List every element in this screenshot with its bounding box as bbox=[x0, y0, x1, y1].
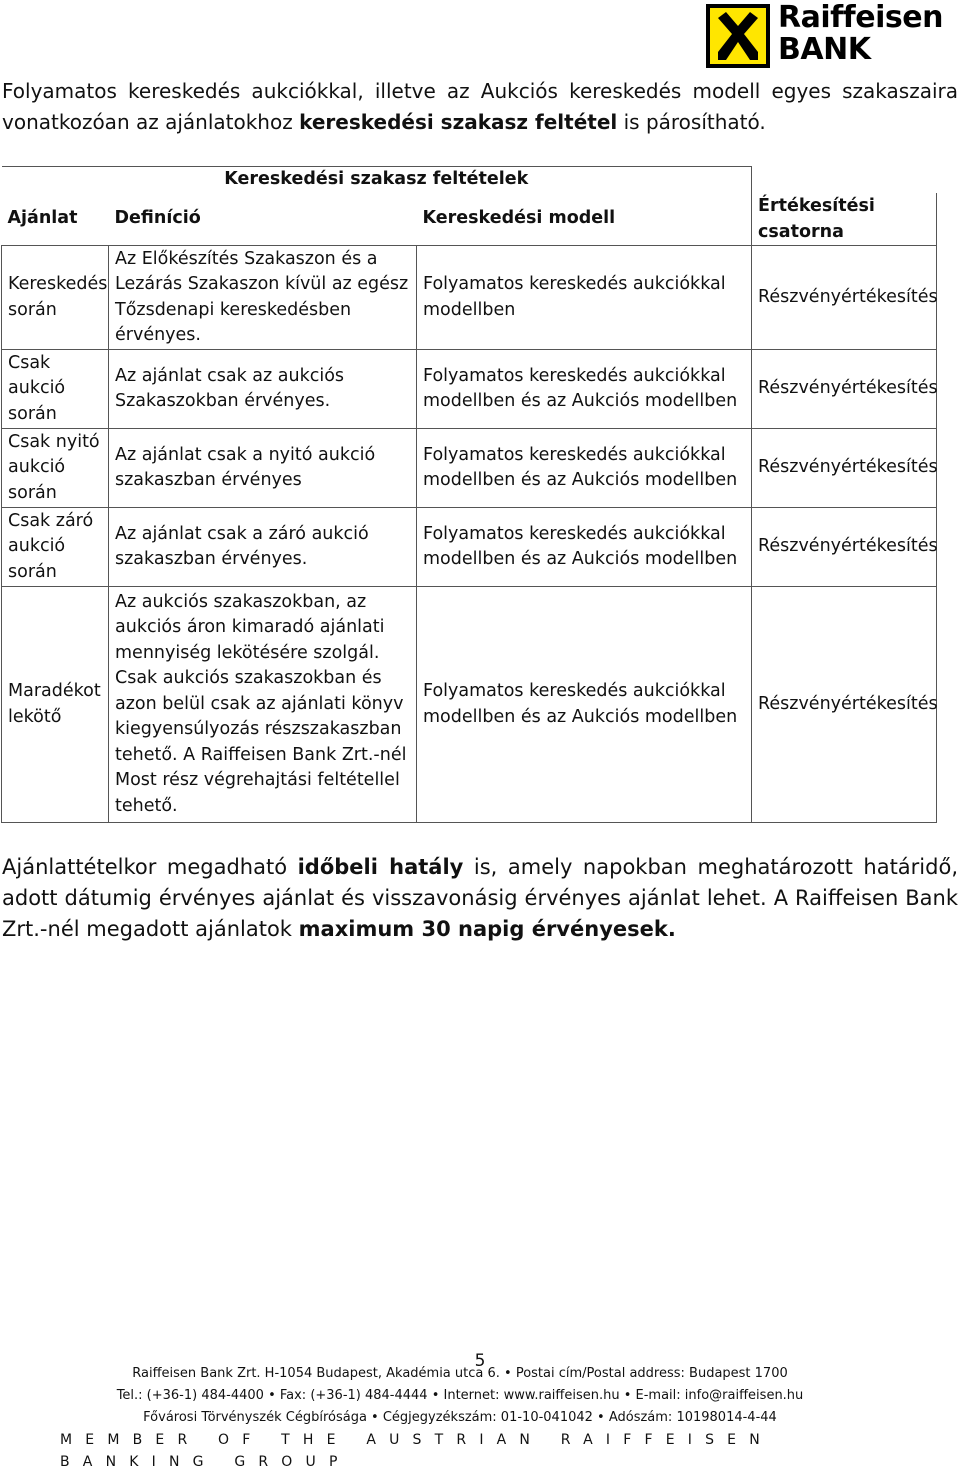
footer-address: Raiffeisen Bank Zrt. H-1054 Budapest, Akadémia utca 6. • Postai cím/Postal address: Budapest 1700 bbox=[132, 1366, 788, 1381]
cell-csatorna: Részvényértékesítés bbox=[752, 587, 937, 823]
raiffeisen-logo bbox=[706, 0, 956, 68]
cell-ajanlat: Csak nyitó aukció során bbox=[2, 429, 109, 508]
footer-registry: Fővárosi Törvényszék Cégbírósága • Cégjegyzékszám: 01-10-041042 • Adószám: 10198014-4-44 bbox=[143, 1410, 777, 1425]
footer-contact: Tel.: (+36-1) 484-4400 • Fax: (+36-1) 484-4444 • Internet: www.raiffeisen.hu • E-mail: info@raiffeisen.hu bbox=[116, 1388, 804, 1403]
header-csatorna: Értékesítési csatorna bbox=[752, 193, 937, 246]
cell-ajanlat: Csak záró aukció során bbox=[2, 508, 109, 587]
cell-ajanlat: Csak aukció során bbox=[2, 350, 109, 429]
table-row bbox=[2, 350, 937, 429]
logo-line2: BANK bbox=[778, 32, 871, 67]
cell-csatorna: Részvényértékesítés bbox=[752, 350, 937, 429]
cell-ajanlat: Kereskedés során bbox=[2, 246, 109, 350]
header-definicio: Definíció bbox=[109, 193, 417, 246]
table-row bbox=[2, 587, 937, 823]
cell-modell: Folyamatos kereskedés aukciókkal modellben és az Aukciós modellben bbox=[417, 587, 752, 823]
page-number: 5 bbox=[474, 1351, 486, 1371]
cell-modell: Folyamatos kereskedés aukciókkal modellben és az Aukciós modellben bbox=[417, 429, 752, 508]
intro-bold: kereskedési szakasz feltétel bbox=[299, 110, 618, 134]
header-ajanlat: Ajánlat bbox=[2, 193, 109, 246]
cell-modell: Folyamatos kereskedés aukciókkal modellben bbox=[417, 246, 752, 350]
logo-line1: Raiffeisen bbox=[778, 0, 943, 35]
gable-cross-icon bbox=[706, 4, 770, 68]
intro-paragraph bbox=[2, 76, 958, 138]
conditions-table bbox=[1, 166, 937, 823]
cell-definicio: Az ajánlat csak az aukciós Szakaszokban érvényes. bbox=[109, 350, 417, 429]
cell-csatorna: Részvényértékesítés bbox=[752, 508, 937, 587]
table-caption: Kereskedési szakasz feltételek bbox=[2, 167, 752, 194]
table-row bbox=[2, 508, 937, 587]
cell-definicio: Az ajánlat csak a nyitó aukció szakaszban érvényes bbox=[109, 429, 417, 508]
intro-text-2: is párosítható. bbox=[617, 110, 766, 134]
cell-csatorna: Részvényértékesítés bbox=[752, 246, 937, 350]
cell-definicio: Az Előkészítés Szakaszon és a Lezárás Szakaszon kívül az egész Tőzsdenapi kereskedésben érvényes. bbox=[109, 246, 417, 350]
cell-definicio: Az ajánlat csak a záró aukció szakaszban érvényes. bbox=[109, 508, 417, 587]
outro-paragraph bbox=[2, 852, 958, 945]
outro-bold-1: időbeli hatály bbox=[297, 855, 464, 879]
table-row bbox=[2, 429, 937, 508]
outro-text-2: is, amely napokban meghatározott határidő, adott dátumig érvényes ajánlat és visszavonásig érvényes ajánlat lehet. A Raiffeisen Bank Zrt.-nél megadott ajánlatok bbox=[2, 855, 958, 941]
cell-ajanlat: Maradékot lekötő bbox=[2, 587, 109, 823]
cell-modell: Folyamatos kereskedés aukciókkal modellben és az Aukciós modellben bbox=[417, 350, 752, 429]
outro-bold-2: maximum 30 napig érvényesek. bbox=[298, 917, 676, 941]
logo-text bbox=[778, 2, 943, 66]
cell-modell: Folyamatos kereskedés aukciókkal modellben és az Aukciós modellben bbox=[417, 508, 752, 587]
outro-text-1: Ajánlattételkor megadható bbox=[2, 855, 298, 879]
cell-definicio: Az aukciós szakaszokban, az aukciós áron kimaradó ajánlati mennyiség lekötésére szolgál. Csak aukciós szakaszokban és azon belül csak az ajánlati könyv kiegyensúlyozás részszakaszban tehető. A Raiffeisen Bank Zrt.-nél Most rész végrehajtási feltétellel tehető. bbox=[109, 587, 417, 823]
header-modell: Kereskedési modell bbox=[417, 193, 752, 246]
table-row bbox=[2, 246, 937, 350]
intro-text-1: Folyamatos kereskedés aukciókkal, illetve az Aukciós kereskedés modell egyes szakaszaira vonatkozóan az ajánlatokhoz bbox=[2, 79, 958, 134]
cell-csatorna: Részvényértékesítés bbox=[752, 429, 937, 508]
footer-member: MEMBER OF THE AUSTRIAN RAIFFEISEN BANKING GROUP bbox=[60, 1432, 773, 1470]
